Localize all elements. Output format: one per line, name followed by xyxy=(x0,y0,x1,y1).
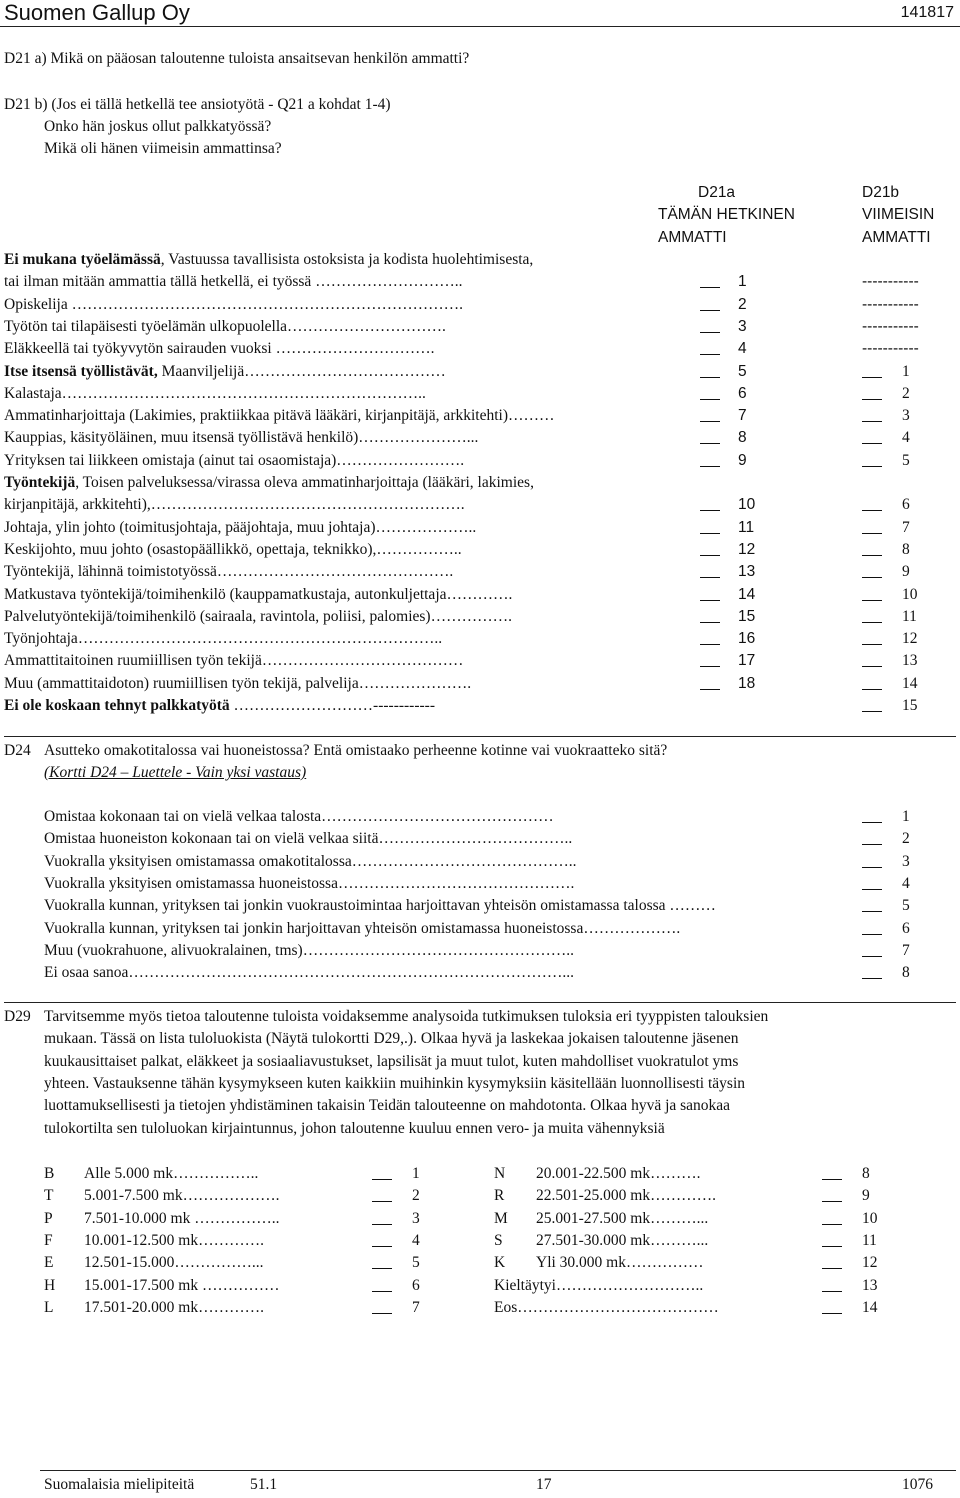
d21b-answer-blank[interactable] xyxy=(862,588,882,601)
income-blank[interactable] xyxy=(372,1279,392,1292)
d21-row-bold: Ei ole koskaan tehnyt palkkatyötä xyxy=(4,697,230,714)
income-range: 27.501-30.000 mk………... xyxy=(536,1231,709,1249)
d29-number: D29 xyxy=(4,1008,31,1025)
d21a-answer-blank[interactable] xyxy=(700,610,720,623)
income-range: 15.001-17.500 mk …………… xyxy=(84,1276,280,1294)
d21b-code: 4 xyxy=(902,429,910,447)
d24-option-code: 5 xyxy=(902,897,910,915)
income-blank[interactable] xyxy=(822,1212,842,1225)
income-range: 7.501-10.000 mk …………….. xyxy=(84,1209,280,1227)
d21-row-label: Keskijohto, muu johto (osastopäällikkö, opettaja, teknikko),…………….. xyxy=(4,540,462,558)
d21-row-label: ………………………------------ xyxy=(229,697,435,714)
income-blank[interactable] xyxy=(372,1212,392,1225)
d21-row-text xyxy=(4,675,471,693)
d21b-answer-blank[interactable] xyxy=(862,610,882,623)
d24-option-code: 7 xyxy=(902,941,910,959)
d21a-code: 10 xyxy=(738,496,756,514)
d21a-answer-blank[interactable] xyxy=(700,654,720,667)
d21-row-label: Yrityksen tai liikkeen omistaja (ainut tai osaomistaja)……………………. xyxy=(4,451,465,469)
income-letter: T xyxy=(44,1187,54,1205)
col-a-header-1: D21a xyxy=(698,184,736,201)
d21b-answer-blank[interactable] xyxy=(862,543,882,556)
d21-row-text xyxy=(4,630,442,648)
footer-issue: 51.1 xyxy=(250,1476,278,1493)
d21b-answer-blank[interactable] xyxy=(862,654,882,667)
d21a-code: 13 xyxy=(738,563,756,581)
d21a-code: 15 xyxy=(738,607,756,625)
d21-row-text xyxy=(4,363,446,381)
d21-row-bold: Ei mukana työelämässä xyxy=(4,251,161,268)
d21a-code: 14 xyxy=(738,585,756,603)
d24-option-blank[interactable] xyxy=(862,832,882,845)
d21b-answer-blank[interactable] xyxy=(862,521,882,534)
d21b-question-line1: D21 b) (Jos ei tällä hetkellä tee ansiotyötä - Q21 a kohdat 1-4) xyxy=(4,96,391,113)
d21a-answer-blank[interactable] xyxy=(700,565,720,578)
d21a-answer-blank[interactable] xyxy=(700,588,720,601)
income-blank[interactable] xyxy=(372,1234,392,1247)
d24-option-blank[interactable] xyxy=(862,810,882,823)
d21b-answer-blank[interactable] xyxy=(862,498,882,511)
d21b-code: 13 xyxy=(902,652,918,670)
d21b-answer-blank[interactable] xyxy=(862,365,882,378)
d21-row-bold: Itse itsensä työllistävät, xyxy=(4,362,158,380)
col-a-header-3: AMMATTI xyxy=(658,229,727,246)
d21a-code: 4 xyxy=(738,340,747,358)
d21b-code: 3 xyxy=(902,407,910,425)
d24-option-label: Vuokralla yksityisen omistamassa omakotitalossa…………………………………….. xyxy=(44,852,577,870)
d24-option-code: 8 xyxy=(902,964,910,982)
d21-row-label: Ammattitaitoinen ruumiillisen työn tekijä………………………………… xyxy=(4,652,464,670)
header-divider xyxy=(0,26,960,27)
income-code: 10 xyxy=(862,1209,878,1227)
d21a-code: 18 xyxy=(738,674,756,692)
d21-row-text xyxy=(4,519,476,537)
d21b-question-line3: Mikä oli hänen viimeisin ammattinsa? xyxy=(44,140,282,157)
d24-option-blank[interactable] xyxy=(862,922,882,935)
income-blank[interactable] xyxy=(822,1189,842,1202)
income-letter: M xyxy=(494,1209,508,1227)
d21a-code: 12 xyxy=(738,540,756,558)
d29-text-line: luottamuksellisesti ja tietojen yhdistäminen takaisin Teidän talouteenne on mahdotonta. Olkaa hyvä ja sanokaa xyxy=(44,1097,731,1115)
d21-row-label: , Toisen palveluksessa/virassa oleva ammatinharjoittaja (lääkäri, lakimies, xyxy=(75,474,534,491)
income-code: 2 xyxy=(412,1187,420,1205)
d21a-answer-blank[interactable] xyxy=(700,387,720,400)
d24-number: D24 xyxy=(4,742,31,759)
d21a-code: 16 xyxy=(738,630,756,648)
income-letter: R xyxy=(494,1187,505,1205)
d24-option-blank[interactable] xyxy=(862,899,882,912)
d24-option-blank[interactable] xyxy=(862,855,882,868)
d24-option-code: 4 xyxy=(902,874,910,892)
d21-row-text xyxy=(4,429,478,447)
d21b-code: 10 xyxy=(902,585,918,603)
income-code: 14 xyxy=(862,1298,878,1316)
d21a-code: 1 xyxy=(738,273,747,291)
d21b-answer-blank[interactable] xyxy=(862,431,882,444)
income-range: Eos………………………………… xyxy=(494,1298,719,1316)
income-blank[interactable] xyxy=(372,1301,392,1314)
d21-row-text xyxy=(4,652,463,670)
d21b-code: 1 xyxy=(902,362,910,380)
d21-row-label: , Vastuussa tavallisista ostoksista ja kodista huolehtimisesta, xyxy=(160,251,534,268)
d24-option-code: 2 xyxy=(902,830,910,848)
income-letter: S xyxy=(494,1231,503,1249)
footer-publication: Suomalaisia mielipiteitä xyxy=(44,1476,195,1493)
d21a-answer-blank[interactable] xyxy=(700,298,720,311)
page-header-title: Suomen Gallup Oy xyxy=(4,0,190,25)
d21b-na-dashes: ----------- xyxy=(862,273,919,291)
d21b-question-line2: Onko hän joskus ollut palkkatyössä? xyxy=(44,118,272,135)
income-letter: H xyxy=(44,1276,56,1294)
income-range: Yli 30.000 mk…………… xyxy=(536,1254,704,1272)
d21b-code: 11 xyxy=(902,607,917,625)
income-code: 6 xyxy=(412,1276,420,1294)
income-letter: F xyxy=(44,1231,53,1249)
d24-question: Asutteko omakotitalossa vai huoneistossa? Entä omistaako perheenne kotinne vai vuokraatteko sitä? xyxy=(44,742,668,759)
col-b-header-3: AMMATTI xyxy=(862,229,931,246)
d21a-answer-blank[interactable] xyxy=(700,677,720,690)
d21b-na-dashes: ----------- xyxy=(862,317,919,335)
d21b-code: 6 xyxy=(902,496,910,514)
income-letter: L xyxy=(44,1298,54,1316)
income-code: 8 xyxy=(862,1165,870,1182)
d21-row-text xyxy=(4,407,555,425)
d21b-answer-blank[interactable] xyxy=(862,699,882,712)
income-blank[interactable] xyxy=(822,1301,842,1314)
section-divider-1 xyxy=(4,736,956,737)
d21-row-text xyxy=(4,563,453,581)
income-range: 20.001-22.500 mk………. xyxy=(536,1165,701,1182)
footer-code: 1076 xyxy=(902,1476,933,1493)
d24-option-label: Ei osaa sanoa…………………………………………………………………………... xyxy=(44,964,574,982)
d21a-answer-blank[interactable] xyxy=(700,498,720,511)
d21b-code: 15 xyxy=(902,697,918,714)
income-letter: N xyxy=(494,1165,506,1182)
d21-row-text xyxy=(4,697,435,715)
income-code: 3 xyxy=(412,1209,420,1227)
d21-row-label: Palvelutyöntekijä/toimihenkilö (sairaala, ravintola, poliisi, palomies)……………. xyxy=(4,607,512,625)
d21-row-text xyxy=(4,474,534,492)
income-range: 22.501-25.000 mk…………. xyxy=(536,1187,716,1205)
d21b-code: 2 xyxy=(902,384,910,402)
d24-option-code: 3 xyxy=(902,852,910,870)
d29-text-line: Tarvitsemme myös tietoa taloutenne tuloista voidaksemme analysoida tutkimuksen tuloksia eri tyyppisten talouksien xyxy=(44,1008,769,1025)
d21a-code: 5 xyxy=(738,362,747,380)
d21-row-continuation: tai ilman mitään ammattia tällä hetkellä, ei työssä ……………………….. xyxy=(4,273,463,291)
section-divider-2 xyxy=(4,1002,956,1003)
d21b-answer-blank[interactable] xyxy=(862,387,882,400)
d21a-answer-blank[interactable] xyxy=(700,521,720,534)
income-blank[interactable] xyxy=(372,1189,392,1202)
d21a-answer-blank[interactable] xyxy=(700,409,720,422)
d21-row-text xyxy=(4,251,533,269)
d21a-code: 9 xyxy=(738,451,747,469)
d21-row-text xyxy=(4,340,435,358)
income-blank[interactable] xyxy=(822,1167,842,1180)
d21a-code: 17 xyxy=(738,652,756,670)
d21-row-text xyxy=(4,318,446,336)
d21a-answer-blank[interactable] xyxy=(700,342,720,355)
d21-row-label: Kalastaja…………………………………………………………….. xyxy=(4,384,426,402)
income-code: 5 xyxy=(412,1254,420,1272)
d21b-na-dashes: ----------- xyxy=(862,295,919,313)
d24-instruction-text: (Kortti D24 – Luettele - Vain yksi vastaus) xyxy=(44,764,307,781)
d21-row-label: Maanviljelijä………………………………… xyxy=(157,362,446,380)
income-letter: B xyxy=(44,1165,55,1182)
d21-row-text xyxy=(4,385,426,403)
d21b-code: 12 xyxy=(902,630,918,648)
income-code: 1 xyxy=(412,1165,420,1182)
d21b-answer-blank[interactable] xyxy=(862,677,882,690)
d29-text-line: mukaan. Tässä on lista tuloluokista (Näytä tulokortti D29,.). Olkaa hyvä ja laskekaa jokaisen taloutenne jäsenen xyxy=(44,1030,739,1048)
income-blank[interactable] xyxy=(822,1256,842,1269)
d24-option-label: Vuokralla yksityisen omistamassa huoneistossa………………………………………. xyxy=(44,874,575,892)
d21-row-label: Matkustava työntekijä/toimihenkilö (kauppamatkustaja, autonkuljettaja…………. xyxy=(4,585,513,603)
income-code: 11 xyxy=(862,1231,877,1249)
d21a-answer-blank[interactable] xyxy=(700,632,720,645)
income-blank[interactable] xyxy=(822,1234,842,1247)
d21-row-text xyxy=(4,452,464,470)
income-range: 17.501-20.000 mk…………. xyxy=(84,1298,264,1316)
d21-row-bold: Työntekijä xyxy=(4,474,76,491)
d21-row-text xyxy=(4,541,462,559)
d21a-answer-blank[interactable] xyxy=(700,275,720,288)
income-range: 5.001-7.500 mk………………. xyxy=(84,1187,280,1205)
income-letter: K xyxy=(494,1254,506,1272)
d29-text-line: yhteen. Vastauksenne tähän kysymykseen kuten kaikkiin muihinkin kysymyksiin käsitellään luonnollisesti täysin xyxy=(44,1074,745,1092)
d21-row-text xyxy=(4,586,512,604)
d21a-answer-blank[interactable] xyxy=(700,365,720,378)
income-code: 12 xyxy=(862,1254,878,1272)
col-b-header-1: D21b xyxy=(862,184,900,201)
d24-option-blank[interactable] xyxy=(862,944,882,957)
income-range: Kieltäytyi……………………….. xyxy=(494,1276,704,1294)
d21-row-label: Kauppias, käsityöläinen, muu itsensä työllistävä henkilö)…………………... xyxy=(4,429,479,447)
d21a-question: D21 a) Mikä on pääosan taloutenne tuloista ansaitsevan henkilön ammatti? xyxy=(4,50,470,67)
d29-text-line: tulokortilta sen tuloluokan kirjaintunnus, johon taloutenne kuuluu ennen vero- ja muita vähennyksiä xyxy=(44,1119,665,1137)
income-blank[interactable] xyxy=(372,1256,392,1269)
income-letter: E xyxy=(44,1254,54,1272)
d24-option-blank[interactable] xyxy=(862,877,882,890)
col-b-header-2: VIIMEISIN xyxy=(862,206,935,223)
d21-row-label: Työtön tai tilapäisesti työelämän ulkopuolella…………………………. xyxy=(4,317,446,335)
d21-row-label: Johtaja, ylin johto (toimitusjohtaja, pääjohtaja, muu johtaja)……………….. xyxy=(4,518,477,536)
d21b-code: 7 xyxy=(902,518,910,536)
d21b-answer-blank[interactable] xyxy=(862,632,882,645)
d21-row-label: Eläkkeellä tai työkyvytön sairauden vuoksi …………………………. xyxy=(4,340,435,358)
d21b-code: 9 xyxy=(902,563,910,581)
income-blank[interactable] xyxy=(822,1279,842,1292)
d21a-code: 3 xyxy=(738,317,747,335)
d24-option-label: Omistaa kokonaan tai on vielä velkaa talosta……………………………………… xyxy=(44,808,554,825)
d24-option-label: Omistaa huoneiston kokonaan tai on vielä velkaa siitä……………………………….. xyxy=(44,830,573,848)
d21b-na-dashes: ----------- xyxy=(862,340,919,358)
footer-page-number: 17 xyxy=(536,1476,552,1493)
footer-divider xyxy=(40,1470,956,1471)
d24-option-label: Vuokralla kunnan, yrityksen tai jonkin vuokraustoimintaa harjoittavan yhteisön omistamassa talossa ……… xyxy=(44,897,716,915)
d21-row-label: Opiskelija …………………………………………………………………. xyxy=(4,295,463,313)
d21a-code: 11 xyxy=(738,518,755,536)
d24-option-code: 6 xyxy=(902,919,910,937)
d21b-answer-blank[interactable] xyxy=(862,454,882,467)
income-range: 25.001-27.500 mk………... xyxy=(536,1209,709,1227)
d21a-code: 2 xyxy=(738,295,747,313)
d24-option-blank[interactable] xyxy=(862,966,882,979)
d24-instruction xyxy=(44,764,306,782)
d21a-code: 6 xyxy=(738,384,747,402)
d24-option-code: 1 xyxy=(902,808,910,825)
income-range: Alle 5.000 mk…………….. xyxy=(84,1165,259,1182)
d21-row-text xyxy=(4,296,463,314)
income-code: 4 xyxy=(412,1231,420,1249)
d21b-code: 8 xyxy=(902,540,910,558)
income-letter: P xyxy=(44,1209,53,1227)
d24-option-label: Muu (vuokrahuone, alivuokralainen, tms)…………………………………………….. xyxy=(44,941,574,959)
d21-row-continuation: kirjanpitäjä, arkkitehti),……………………………………………………. xyxy=(4,496,465,514)
d21b-code: 5 xyxy=(902,451,910,469)
d21a-answer-blank[interactable] xyxy=(700,320,720,333)
d21-row-label: Muu (ammattitaidoton) ruumiillisen työn tekijä, palvelija…………………. xyxy=(4,674,472,692)
d21-row-text xyxy=(4,608,512,626)
d24-option-label: Vuokralla kunnan, yrityksen tai jonkin harjoittavan yhteisön omistamassa huoneistossa………………. xyxy=(44,919,681,937)
income-blank[interactable] xyxy=(372,1167,392,1180)
d21-row-label: Työnjohtaja…………………………………………………………….. xyxy=(4,630,443,648)
questionnaire-id: 141817 xyxy=(900,4,954,21)
income-range: 12.501-15.000……………... xyxy=(84,1254,264,1272)
income-code: 13 xyxy=(862,1276,878,1294)
d29-text-line: kuukausittaiset palkat, eläkkeet ja sosiaaliavustukset, lapsilisät ja muut tulot, kuten mahdolliset vuokratulot yms xyxy=(44,1052,739,1070)
d21-row-label: Ammatinharjoittaja (Lakimies, praktiikkaa pitävä lääkäri, kirjanpitäjä, arkkitehti)……… xyxy=(4,407,555,425)
col-a-header-2: TÄMÄN HETKINEN xyxy=(658,206,795,223)
d21b-answer-blank[interactable] xyxy=(862,409,882,422)
d21a-answer-blank[interactable] xyxy=(700,431,720,444)
income-range: 10.001-12.500 mk…………. xyxy=(84,1231,264,1249)
d21-row-label: Työntekijä, lähinnä toimistotyössä………………………………………. xyxy=(4,563,454,581)
income-code: 9 xyxy=(862,1187,870,1205)
d21b-code: 14 xyxy=(902,674,918,692)
d21a-code: 7 xyxy=(738,407,747,425)
income-code: 7 xyxy=(412,1298,420,1316)
d21a-answer-blank[interactable] xyxy=(700,454,720,467)
d21a-answer-blank[interactable] xyxy=(700,543,720,556)
d21a-code: 8 xyxy=(738,429,747,447)
d21b-answer-blank[interactable] xyxy=(862,565,882,578)
